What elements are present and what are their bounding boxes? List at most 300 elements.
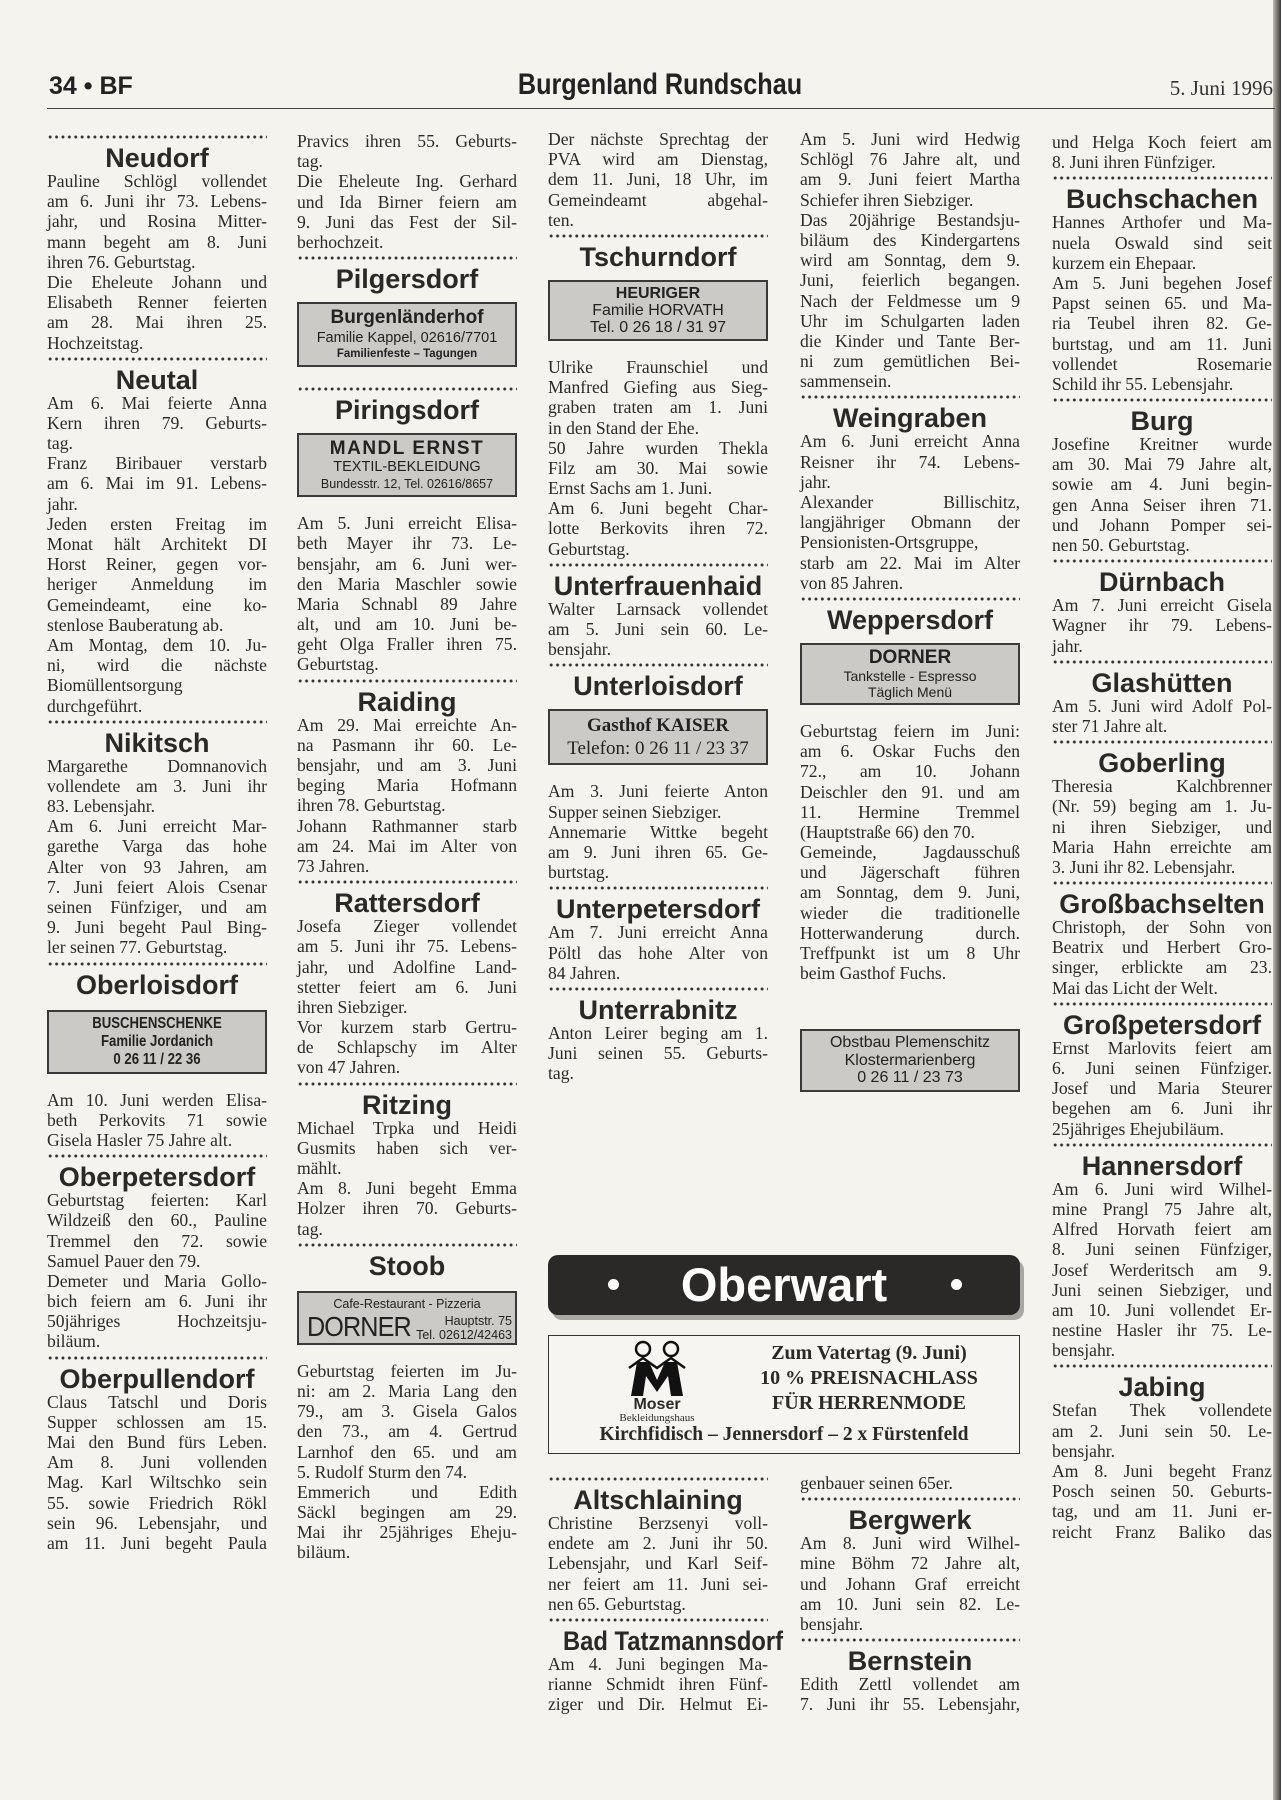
ad-line: DORNER <box>868 646 952 668</box>
text-line: Am 3. Juni feierte Anton <box>548 781 768 802</box>
text-line: rianne Schmidt ihren Fünf- <box>548 1674 768 1695</box>
text-line: und Ida Birner feiern am <box>297 191 517 212</box>
news-paragraph <box>800 431 1020 492</box>
text-line: Lebensjahr, und Karl Seif- <box>548 1553 768 1574</box>
village-heading-text: Großpetersdorf <box>1062 1009 1262 1040</box>
dotted-divider <box>47 1352 267 1364</box>
ad-line: Familie HORVATH <box>592 301 724 319</box>
text-line: Am 5. Juni begehen Josef <box>1052 272 1272 293</box>
bullet-icon <box>951 1279 962 1290</box>
text-line: Papst seinen 65. und Ma- <box>1052 293 1272 314</box>
news-paragraph <box>800 842 1020 983</box>
text-line: Schild ihr 55. Lebensjahr. <box>1052 373 1234 394</box>
text-line: berhochzeit. <box>297 231 384 252</box>
text-line: 7. Juni ihr 55. Lebensjahr, <box>800 1694 1020 1715</box>
dotted-divider <box>1052 172 1272 184</box>
ad-locations: Kirchfidisch – Jennersdorf – 2 x Fürstenfeld <box>599 1424 969 1445</box>
text-line: Geburtstag feiern im Juni: <box>800 720 1020 741</box>
text-line: langjähriger Obmann der <box>800 512 1020 533</box>
text-line: am 5. Juni ihr 75. Lebens- <box>297 936 517 957</box>
text-line: Mag. Karl Wiltschko sein <box>47 1472 267 1493</box>
text-line: Nach der Feldmesse um 9 <box>800 290 1020 311</box>
text-line: kurzem ein Ehepaar. <box>1052 252 1197 273</box>
text-line: de Schlapschy im Alter <box>297 1037 517 1058</box>
text-line: Annemarie Wittke begeht <box>548 821 768 842</box>
text-line: mine Böhm 72 Jahre alt, <box>800 1553 1020 1574</box>
village-heading-text: Jabing <box>1118 1372 1206 1403</box>
text-line: Josef und Maria Steurer <box>1052 1078 1272 1099</box>
moser-logo-icon <box>621 1340 693 1398</box>
village-heading <box>297 1090 517 1118</box>
village-heading <box>1052 567 1272 598</box>
text-line: tag. <box>297 151 323 172</box>
text-line: 25jähriges Ehejubiläum. <box>1052 1118 1224 1139</box>
text-line: ziger und Dir. Helmut Ei- <box>548 1694 768 1715</box>
column-4 <box>800 129 1020 1108</box>
dotted-divider <box>800 593 1020 605</box>
village-heading <box>800 403 1020 434</box>
dotted-divider <box>1052 736 1272 748</box>
text-line: Johann Rathmanner starb <box>297 815 517 836</box>
ad-line: Familienfeste – Tagungen <box>336 348 478 361</box>
column-3 <box>548 129 768 1083</box>
text-line: jahr. <box>1052 635 1083 656</box>
text-line: Wildzeiß den 60., Pauline <box>47 1210 267 1231</box>
village-heading-text: Hannersdorf <box>1081 1150 1243 1181</box>
text-line: ner feiert am 11. Juni sei- <box>548 1573 768 1594</box>
text-line: am Sonntag, dem 9. Juni, <box>800 882 1020 903</box>
dotted-divider <box>1052 656 1272 668</box>
text-line: Am 6. Juni wird Wilhel- <box>1052 1178 1272 1199</box>
column-4-lower <box>800 1473 1020 1715</box>
text-line: Gusmits haben sich ver- <box>297 1137 517 1158</box>
text-line: jahr, und Adolfine Land- <box>297 956 517 977</box>
text-line: Mai den Bund fürs Leben. <box>47 1432 267 1452</box>
text-line: mine Prangl 75 Jahre alt, <box>1052 1198 1272 1219</box>
text-line: Margarethe Domnanovich <box>47 755 267 776</box>
section-banner-oberwart <box>548 1255 1020 1315</box>
text-line: Posch seinen 50. Geburts- <box>1052 1481 1272 1502</box>
village-heading <box>1052 184 1272 215</box>
text-line: 11. Hermine Tremmel <box>800 801 1020 822</box>
text-line: 6. Juni seinen Fünfziger. <box>1052 1058 1272 1078</box>
news-paragraph <box>47 1392 267 1554</box>
text-line: Kern ihren 79. Geburts- <box>47 412 267 433</box>
text-line: Larnhof den 65. und am <box>297 1441 517 1462</box>
ad-line: MANDL ERNST <box>329 438 485 460</box>
text-line: von 47 Jahren. <box>297 1057 401 1078</box>
news-paragraph <box>1052 776 1272 877</box>
text-line: Josefa Zieger vollendet <box>297 916 517 937</box>
text-line: und Jägerschaft führen <box>800 862 1020 883</box>
text-line: bensjahr. <box>548 639 612 660</box>
news-paragraph <box>548 822 768 883</box>
text-line: ster 71 Jahre alt. <box>1052 715 1168 736</box>
text-line: Hotterwanderung durch. <box>800 922 1020 943</box>
text-line: Walter Larnsack vollendet <box>548 598 768 619</box>
dotted-divider <box>47 1150 267 1162</box>
dotted-divider <box>297 252 517 264</box>
text-line: 79., am 3. Gisela Galos <box>297 1401 517 1422</box>
text-line: Pensionisten-Ortsgruppe, <box>800 532 979 553</box>
news-paragraph <box>47 816 267 957</box>
text-line: geht Olga Fraller ihren 75. <box>297 634 517 655</box>
text-line: Stefan Thek vollendete <box>1052 1400 1272 1421</box>
text-line: 7. Juni feiert Alois Csenar <box>47 876 267 897</box>
text-line: jahr. <box>47 493 78 514</box>
text-line: Juni, feierlich begangen. <box>800 270 1020 291</box>
text-line: Am 5. Juni erreicht Elisa- <box>297 513 517 534</box>
text-line: tag, und am 11. Juni er- <box>1052 1501 1272 1522</box>
text-line: Am 7. Juni erreicht Gisela <box>1052 595 1272 616</box>
text-line: biläum. <box>47 1331 101 1352</box>
village-heading <box>1052 406 1272 437</box>
text-line: Am 5. Juni wird Adolf Pol- <box>1052 695 1272 716</box>
text-line: Am 8. Juni begeht Franz <box>1052 1461 1272 1481</box>
ad-line: HEURIGER <box>615 284 701 302</box>
dotted-divider <box>297 383 517 395</box>
text-line: dem 11. Juni, 18 Uhr, im <box>548 169 768 190</box>
ad-category: FÜR HERRENMODE <box>772 1392 966 1414</box>
text-line: begehen am 6. Juni ihr <box>1052 1098 1272 1119</box>
ad-line: BUSCHENSCHENKE <box>92 1014 222 1032</box>
text-line: alt, und am 10. Juni be- <box>297 614 517 635</box>
text-line: am 9. Juni ihren 65. Ge- <box>548 841 768 862</box>
text-line: Gemeindeamt, eine ko- <box>47 594 267 615</box>
text-line: Beatrix und Herbert Gro- <box>1052 937 1272 958</box>
text-line: graben traten am 1. Juni <box>548 397 768 418</box>
text-line: Am Montag, dem 10. Ju- <box>47 634 267 655</box>
text-line: 72., am 10. Johann <box>800 761 1020 782</box>
village-heading <box>1052 668 1272 696</box>
text-line: burtstag. <box>548 862 610 883</box>
text-line: sammensein. <box>800 371 892 392</box>
ad-line: Tel. 0 26 18 / 31 97 <box>589 318 727 336</box>
text-line: Edith Zettl vollendet am <box>800 1674 1020 1695</box>
news-paragraph <box>800 210 1020 392</box>
text-line: Josefine Kreitner wurde <box>1052 434 1272 455</box>
text-line: Am 6. Juni erreicht Anna <box>800 431 1020 452</box>
text-line: 83. Lebensjahr. <box>47 796 155 817</box>
text-line: Reisner ihr 74. Lebens- <box>800 451 1020 472</box>
text-line: ni ihren Siebziger, und <box>1052 816 1272 837</box>
text-line: am 5. Juni sein 60. Le- <box>548 619 768 639</box>
dotted-divider <box>800 1493 1020 1505</box>
news-paragraph <box>800 1674 1020 1714</box>
village-heading-text: Unterfrauenhaid <box>553 570 763 601</box>
text-line: und Johann Pomper sei- <box>1052 514 1272 535</box>
text-line: Am 5. Juni wird Hedwig <box>800 129 1020 149</box>
text-line: starb am 22. Mai im Alter <box>800 552 1020 573</box>
text-line: Die Eheleute Ing. Gerhard <box>297 171 517 192</box>
section-title: Oberwart <box>680 1258 888 1311</box>
text-line: wieder die traditionelle <box>800 902 1020 923</box>
village-heading-text: Unterloisdorf <box>573 671 743 702</box>
text-line: Gisela Hasler 75 Jahre alt. <box>47 1129 233 1150</box>
news-paragraph <box>297 916 517 1017</box>
text-line: den Maria Maschler sowie <box>297 573 517 594</box>
text-line: Claus Tatschl und Doris <box>47 1391 267 1412</box>
news-paragraph <box>47 1271 267 1352</box>
text-line: Pauline Schlögl vollendet <box>47 171 267 191</box>
text-line: Am 10. Juni werden Elisa- <box>47 1089 267 1110</box>
text-line: endete am 2. Juni ihr 50. <box>548 1533 768 1554</box>
text-line: Vor kurzem starb Gertru- <box>297 1017 517 1038</box>
column-2 <box>297 131 517 1563</box>
village-heading-text: Oberloisdorf <box>75 969 238 1000</box>
text-line: bich feiern am 6. Juni ihr <box>47 1291 267 1312</box>
news-paragraph <box>1052 917 1272 998</box>
village-heading <box>47 143 267 171</box>
advertisement-box <box>800 1029 1020 1092</box>
text-line: Am 7. Juni erreicht Anna <box>548 922 768 943</box>
village-heading-text: Unterpetersdorf <box>555 894 761 925</box>
news-paragraph <box>1052 434 1272 555</box>
news-paragraph <box>800 721 1020 842</box>
ad-line: Obstbau Plemenschitz <box>829 1034 991 1052</box>
village-heading-text: Bad Tatzmannsdorf <box>563 1625 784 1656</box>
text-line: bensjahr, am 6. Juni wer- <box>297 553 517 574</box>
news-paragraph <box>1052 595 1272 656</box>
village-heading-text: Altschlaining <box>573 1485 743 1515</box>
advertisement-box <box>47 1010 267 1074</box>
news-paragraph <box>800 492 1020 593</box>
text-line: Holzer ihren 70. Geburts- <box>297 1198 517 1219</box>
text-line: Alter von 93 Jahren, am <box>47 856 267 877</box>
ad-line: Cafe-Restaurant - Pizzeria <box>333 1296 481 1311</box>
news-paragraph <box>47 272 267 353</box>
village-heading <box>548 995 768 1023</box>
text-line: beim Gasthof Fuchs. <box>800 963 947 984</box>
advertisement-box <box>297 433 517 497</box>
news-paragraph <box>1052 1038 1272 1139</box>
text-line: Juni seinen Siebziger, und <box>1052 1279 1272 1300</box>
column-5 <box>1052 132 1272 1542</box>
village-heading <box>548 571 768 599</box>
news-paragraph <box>297 131 517 171</box>
text-line: Schlögl 76 Jahre alt, und <box>800 149 1020 170</box>
text-line: genbauer seinen 65er. <box>800 1473 953 1493</box>
text-line: stenlose Bauberatung ab. <box>47 614 224 635</box>
text-line: 9. Juni das Fest der Sil- <box>297 211 517 232</box>
dotted-divider <box>47 353 267 365</box>
news-paragraph <box>548 1654 768 1715</box>
text-line: tag. <box>297 1218 323 1239</box>
news-paragraph <box>548 1513 768 1614</box>
text-line: 9. Juni begeht Paul Bing- <box>47 917 267 938</box>
text-line: Säckl begingen am 29. <box>297 1502 517 1523</box>
text-line: nuela Oswald sind seit <box>1052 232 1272 253</box>
text-line: Ernst Marlovits feiert am <box>1052 1037 1272 1058</box>
text-line: 55. sowie Friedrich Rökl <box>47 1492 267 1513</box>
text-line: Am 8. Juni begeht Emma <box>297 1178 517 1199</box>
dotted-divider <box>548 559 768 571</box>
text-line: Am 8. Juni wird Wilhel- <box>800 1533 1020 1554</box>
text-line: Josef Werderitsch am 9. <box>1052 1259 1272 1280</box>
news-paragraph <box>800 129 1020 210</box>
news-paragraph <box>1052 696 1272 736</box>
text-line: Maria Schnabl 89 Jahre <box>297 593 517 614</box>
text-line: Pöltl das hohe Alter von <box>548 942 768 963</box>
dotted-divider <box>297 1078 517 1090</box>
ad-line: Klostermarienberg <box>844 1051 976 1069</box>
ad-line: Bundesstr. 12, Tel. 02616/8657 <box>320 477 494 492</box>
text-line: Anton Leirer beging am 1. <box>548 1022 768 1043</box>
text-line: am 9. Juni feiert Martha <box>800 169 1020 190</box>
ad-line: Telefon: 0 26 11 / 23 37 <box>567 738 749 760</box>
text-line: Alfred Horvath feiert am <box>1052 1219 1272 1240</box>
village-heading <box>548 1625 784 1656</box>
dotted-divider <box>1052 1360 1272 1372</box>
village-heading <box>1052 1010 1272 1038</box>
text-line: nen 65. Geburtstag. <box>548 1593 686 1614</box>
text-line: Hannes Arthofer und Ma- <box>1052 212 1272 233</box>
village-heading-text: Burg <box>1130 406 1194 437</box>
dotted-divider <box>47 716 267 728</box>
news-paragraph <box>297 1361 517 1482</box>
village-heading <box>800 1646 1020 1677</box>
text-line: bensjahr. <box>1052 1440 1116 1461</box>
text-line: Christine Berzsenyi voll- <box>548 1513 768 1533</box>
dotted-divider <box>548 1473 768 1485</box>
advertisement-box <box>548 280 768 341</box>
text-line: Mai ihr 25jähriges Eheju- <box>297 1522 517 1543</box>
header-rule <box>47 108 1275 109</box>
text-line: singer, erblickte am 23. <box>1052 957 1272 978</box>
dotted-divider <box>800 1634 1020 1646</box>
text-line: mählt. <box>297 1158 342 1178</box>
village-heading-text: Bergwerk <box>848 1505 972 1536</box>
text-line: 73 Jahren. <box>297 855 370 876</box>
text-line: 50 Jahre wurden Thekla <box>548 437 768 458</box>
news-paragraph <box>47 1090 267 1151</box>
text-line: gen Anna Seiser ihren 71. <box>1052 494 1272 515</box>
advertisement-box <box>297 1291 517 1345</box>
text-line: am 11. Juni begeht Paula <box>47 1532 267 1553</box>
village-heading <box>47 1162 267 1193</box>
text-line: Elisabeth Renner feierten <box>47 292 267 313</box>
news-paragraph <box>47 393 267 454</box>
ad-discount: 10 % PREISNACHLASS <box>760 1367 978 1389</box>
ad-line: Gasthof KAISER <box>587 715 729 737</box>
news-paragraph <box>548 1023 768 1084</box>
text-line: vollendet Rosemarie <box>1052 353 1272 374</box>
text-line: ria Teubel ihren 82. Ge- <box>1052 313 1272 334</box>
ad-line: Burgenländerhof <box>330 307 484 329</box>
village-heading <box>1052 1151 1272 1179</box>
village-heading-text: Weppersdorf <box>826 604 994 635</box>
text-line: (Nr. 59) beging am 1. Ju- <box>1052 796 1272 817</box>
ad-address: Hauptstr. 75 <box>444 1313 512 1328</box>
text-line: tag. <box>548 1063 574 1084</box>
village-heading-text: Rattersdorf <box>334 888 480 919</box>
text-line: Am 6. Mai feierte Anna <box>47 392 267 413</box>
dotted-divider <box>1052 1139 1272 1151</box>
text-line: Am 4. Juni begingen Ma- <box>548 1653 768 1674</box>
news-paragraph <box>47 1190 267 1271</box>
news-paragraph <box>297 1118 517 1179</box>
village-heading-text: Dürnbach <box>1098 567 1225 598</box>
village-heading-text: Buchschachen <box>1065 184 1259 215</box>
text-line: Horst Reiner, gegen vor- <box>47 554 267 575</box>
village-heading <box>47 365 267 393</box>
village-heading <box>1052 889 1272 920</box>
text-line: 84 Jahren. <box>548 962 621 983</box>
village-heading <box>47 970 267 998</box>
text-line: am 10. Juni vollendet Er- <box>1052 1299 1272 1320</box>
text-line: am 6. Mai im 91. Lebens- <box>47 473 267 494</box>
text-line: 3. Juni ihr 82. Lebensjahr. <box>1052 856 1236 877</box>
text-line: ihren 76. Geburtstag. <box>47 251 196 272</box>
village-heading <box>47 728 267 756</box>
news-paragraph <box>1052 1461 1272 1542</box>
village-heading-text: Nikitsch <box>104 727 210 758</box>
news-paragraph <box>800 1473 1020 1493</box>
ad-line: 0 26 11 / 22 36 <box>113 1050 201 1068</box>
village-heading <box>548 1485 768 1513</box>
dotted-divider <box>548 230 768 242</box>
text-line: in den Stand der Ehe. <box>548 417 699 438</box>
news-paragraph <box>548 922 768 983</box>
dotted-divider <box>1052 998 1272 1010</box>
news-paragraph <box>47 171 267 272</box>
ad-line: TEXTIL-BEKLEIDUNG <box>333 459 481 476</box>
dotted-divider <box>548 659 768 671</box>
text-line: durchgeführt. <box>47 695 143 716</box>
text-line: Am 6. Juni erreicht Mar- <box>47 816 267 837</box>
village-heading-text: Bernstein <box>847 1646 973 1677</box>
text-line: na Pasmann ihr 60. Le- <box>297 734 517 755</box>
text-line: am 6. Oskar Fuchs den <box>800 741 1020 762</box>
text-line: beging Maria Hofmann <box>297 775 517 796</box>
dotted-divider <box>548 882 768 894</box>
text-line: ni, wird die nächste <box>47 655 267 676</box>
text-line: am 2. Juni sein 50. Le- <box>1052 1420 1272 1441</box>
dotted-divider <box>297 1239 517 1251</box>
text-line: tag. <box>47 433 73 454</box>
text-line: lotte Berkovits ihren 72. <box>548 518 768 539</box>
village-heading <box>1052 1372 1272 1403</box>
text-line: bensjahr, und am 3. Juni <box>297 755 517 775</box>
text-line: Schiefer ihren Siebziger. <box>800 189 974 210</box>
text-line: beth Mayer ihr 73. Le- <box>297 533 517 554</box>
news-paragraph <box>297 816 517 877</box>
village-heading-text: Weingraben <box>832 403 988 434</box>
text-line: reicht Franz Baliko das <box>1052 1521 1272 1542</box>
text-line: Demeter und Maria Gollo- <box>47 1270 267 1291</box>
text-line: 8. Juni ihren Fünfziger. <box>1052 152 1216 173</box>
text-line: ihren 78. Geburtstag. <box>297 795 446 816</box>
column-1 <box>47 131 267 1553</box>
text-line: Die Eheleute Johann und <box>47 271 267 292</box>
text-line: Christoph, der Sohn von <box>1052 917 1272 938</box>
ad-line: Tankstelle - Espresso <box>843 667 977 684</box>
ad-logo-text: DORNER <box>307 1310 411 1342</box>
text-line: Geburtstag. <box>548 538 630 559</box>
dotted-divider <box>1052 555 1272 567</box>
text-line: biläum. <box>297 1542 351 1563</box>
village-heading-text: Ritzing <box>362 1089 452 1120</box>
page-edge-shadow <box>1273 0 1281 1800</box>
text-line: Mai das Licht der Welt. <box>1052 977 1218 998</box>
text-line: Gemeinde, Jagdausschuß <box>800 842 1020 863</box>
dotted-divider <box>548 983 768 995</box>
news-paragraph <box>47 756 267 817</box>
village-heading <box>297 1251 517 1279</box>
text-line: den 73., am 4. Gertrud <box>297 1421 517 1442</box>
ad-phone: Tel. 02612/42463 <box>416 1327 512 1342</box>
news-paragraph <box>548 599 768 660</box>
